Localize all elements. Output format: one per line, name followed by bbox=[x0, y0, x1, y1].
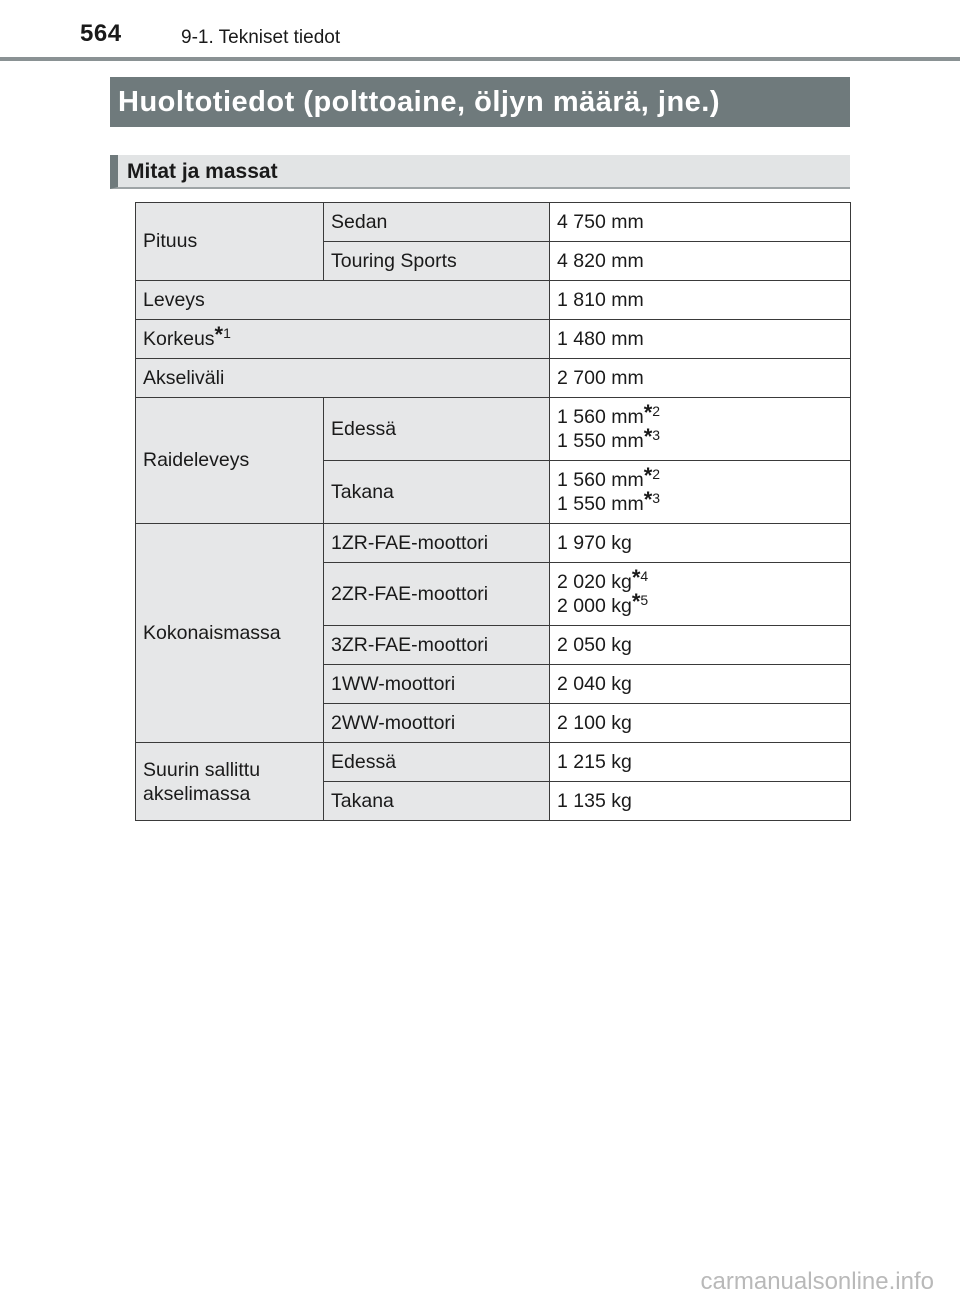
track-front-value bbox=[550, 398, 851, 461]
length-label: Pituus bbox=[136, 203, 324, 281]
section-label: 9-1. Tekniset tiedot bbox=[181, 27, 341, 48]
footnote-number: 3 bbox=[652, 427, 661, 443]
engine-3zr-value: 2 050 kg bbox=[550, 626, 851, 665]
value-text: 2 000 kg bbox=[557, 595, 632, 617]
main-title: Huoltotiedot (polttoaine, öljyn määrä, jne.) bbox=[110, 77, 850, 127]
footnote-star: * bbox=[643, 463, 653, 488]
table-row bbox=[136, 524, 851, 563]
height-label: Korkeus bbox=[143, 327, 215, 350]
page-number: 564 bbox=[80, 20, 122, 47]
engine-1zr-label: 1ZR-FAE-moottori bbox=[324, 524, 550, 563]
value-text: 1 550 mm bbox=[557, 493, 644, 515]
engine-3zr-label: 3ZR-FAE-moottori bbox=[324, 626, 550, 665]
footnote-number: 4 bbox=[640, 568, 649, 584]
value-line bbox=[557, 424, 843, 453]
height-label-cell bbox=[136, 320, 550, 359]
axle-rear-label: Takana bbox=[324, 782, 550, 821]
footnote-star: * bbox=[631, 565, 641, 590]
engine-1ww-value: 2 040 kg bbox=[550, 665, 851, 704]
touring-label: Touring Sports bbox=[324, 242, 550, 281]
footnote-number: 2 bbox=[652, 403, 661, 419]
table-row bbox=[136, 359, 851, 398]
engine-1zr-value: 1 970 kg bbox=[550, 524, 851, 563]
value-line bbox=[557, 400, 843, 429]
touring-value: 4 820 mm bbox=[550, 242, 851, 281]
value-line bbox=[557, 463, 843, 492]
axle-front-label: Edessä bbox=[324, 743, 550, 782]
width-value: 1 810 mm bbox=[550, 281, 851, 320]
track-label: Raideleveys bbox=[136, 398, 324, 524]
axle-load-label bbox=[136, 743, 324, 821]
track-rear-value bbox=[550, 461, 851, 524]
sedan-label: Sedan bbox=[324, 203, 550, 242]
engine-1ww-label: 1WW-moottori bbox=[324, 665, 550, 704]
engine-2ww-label: 2WW-moottori bbox=[324, 704, 550, 743]
table-row bbox=[136, 281, 851, 320]
value-line bbox=[557, 565, 843, 594]
axle-front-value: 1 215 kg bbox=[550, 743, 851, 782]
footnote-number: 1 bbox=[223, 324, 231, 341]
value-text: 1 560 mm bbox=[557, 469, 644, 491]
track-rear-label: Takana bbox=[324, 461, 550, 524]
wheelbase-label: Akseliväli bbox=[136, 359, 550, 398]
footnote-number: 3 bbox=[652, 490, 661, 506]
dimensions-table bbox=[135, 202, 851, 821]
engine-2zr-value bbox=[550, 563, 851, 626]
wheelbase-value: 2 700 mm bbox=[550, 359, 851, 398]
value-text: 1 560 mm bbox=[557, 406, 644, 428]
axle-rear-value: 1 135 kg bbox=[550, 782, 851, 821]
height-value: 1 480 mm bbox=[550, 320, 851, 359]
axle-load-label-line1: Suurin sallittu bbox=[143, 758, 261, 781]
footnote-star: * bbox=[643, 487, 653, 512]
footnote-star: * bbox=[631, 589, 641, 614]
sub-title: Mitat ja massat bbox=[110, 155, 850, 189]
footnote-star: * bbox=[643, 424, 653, 449]
table-row bbox=[136, 320, 851, 359]
engine-2zr-label: 2ZR-FAE-moottori bbox=[324, 563, 550, 626]
value-line bbox=[557, 487, 843, 516]
footnote-number: 2 bbox=[652, 466, 661, 482]
watermark: carmanualsonline.info bbox=[700, 1268, 934, 1295]
engine-2ww-value: 2 100 kg bbox=[550, 704, 851, 743]
axle-load-label-line2: akselimassa bbox=[143, 782, 251, 805]
table-row bbox=[136, 398, 851, 461]
table-row bbox=[136, 203, 851, 242]
footnote-star: * bbox=[643, 400, 653, 425]
track-front-label: Edessä bbox=[324, 398, 550, 461]
width-label: Leveys bbox=[136, 281, 550, 320]
value-line bbox=[557, 589, 843, 618]
footnote-number: 5 bbox=[640, 592, 649, 608]
table-row bbox=[136, 743, 851, 782]
footnote-star: * bbox=[214, 321, 224, 347]
value-text: 1 550 mm bbox=[557, 430, 644, 452]
gross-weight-label: Kokonaismassa bbox=[136, 524, 324, 743]
header-rule bbox=[0, 57, 960, 61]
sedan-value: 4 750 mm bbox=[550, 203, 851, 242]
value-text: 2 020 kg bbox=[557, 571, 632, 593]
